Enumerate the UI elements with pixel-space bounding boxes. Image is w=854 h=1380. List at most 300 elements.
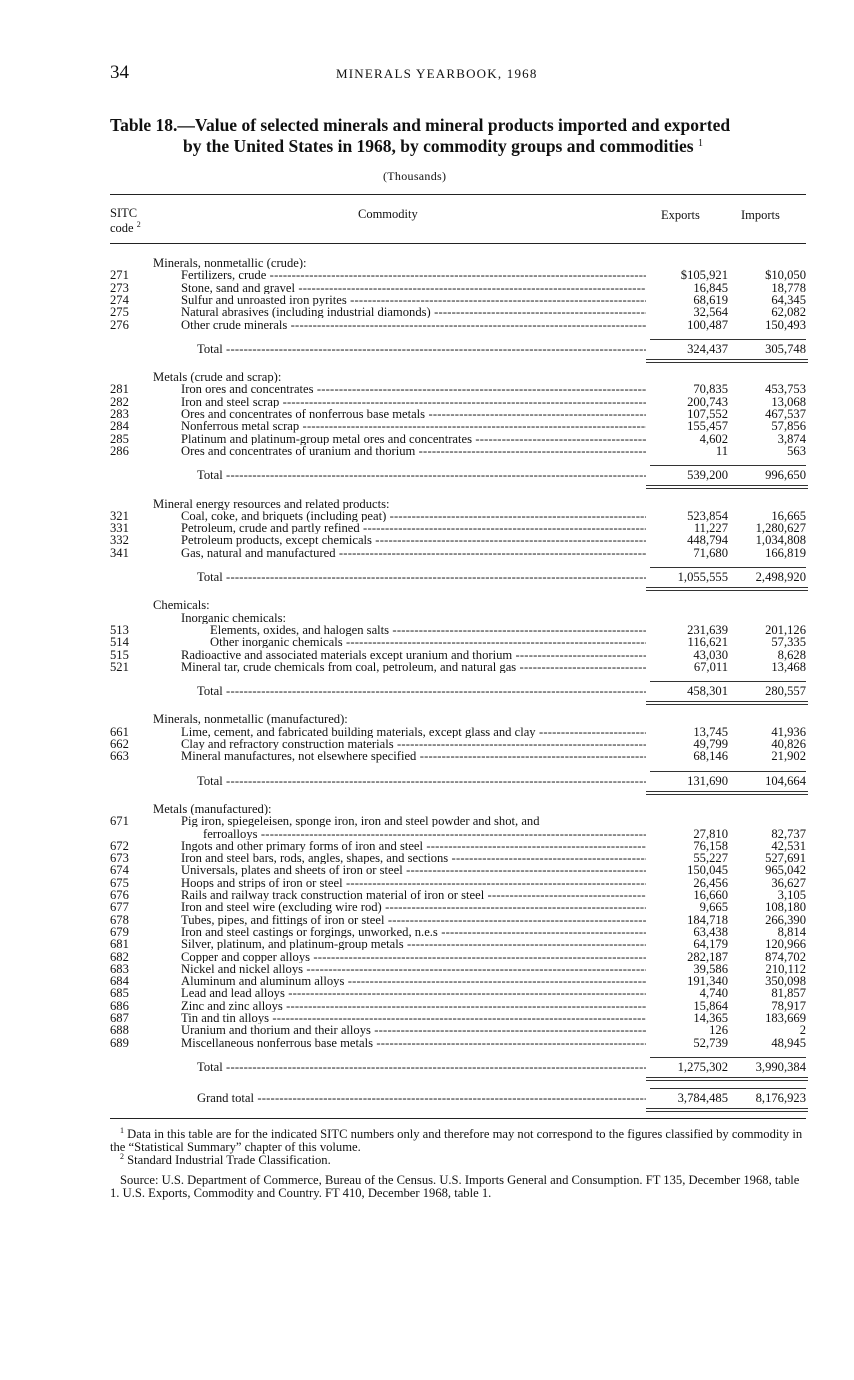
imports-cell: 78,917 — [771, 998, 806, 1013]
commodity-label-text: Minerals, nonmetallic (crude): — [153, 257, 307, 270]
total-row — [0, 469, 854, 481]
exports-cell: 67,011 — [693, 659, 728, 674]
commodity-label — [181, 914, 646, 926]
commodity-label — [181, 738, 646, 750]
table-row — [0, 383, 854, 395]
commodity-label-text: Iron and steel wire (excluding wire rod) — [181, 901, 382, 914]
commodity-label — [181, 901, 646, 913]
commodity-label-text: Metals (crude and scrap): — [153, 371, 282, 384]
exports-cell: 324,437 — [687, 341, 728, 356]
commodity-label — [181, 396, 646, 408]
exports-cell: 26,456 — [693, 875, 728, 890]
commodity-label — [181, 282, 646, 294]
sitc-code-cell: 515 — [110, 647, 129, 662]
exports-cell: 9,665 — [699, 900, 728, 915]
title-footnote-mark: 1 — [698, 138, 703, 149]
table-row — [0, 938, 854, 950]
header-code-line1: SITC — [110, 206, 138, 220]
commodity-label-text: Nonferrous metal scrap — [181, 420, 300, 433]
commodity-label-text: Lead and lead alloys — [181, 987, 285, 1000]
sitc-code-cell: 663 — [110, 749, 129, 764]
imports-cell: 57,335 — [771, 635, 806, 650]
exports-cell: 11,227 — [693, 521, 728, 536]
commodity-label — [181, 1037, 646, 1049]
imports-cell: 3,105 — [777, 888, 806, 902]
exports-cell: 4,740 — [699, 986, 728, 1001]
commodity-label-text: Ores and concentrates of uranium and thorium — [181, 444, 416, 458]
commodity-label-text: Total — [197, 1060, 223, 1074]
sitc-code-cell: 514 — [110, 635, 129, 650]
commodity-label — [181, 840, 646, 852]
total-row — [0, 571, 854, 583]
sitc-code-cell: 321 — [110, 508, 129, 523]
page-number: 34 — [110, 62, 129, 83]
exports-cell: 100,487 — [687, 317, 728, 332]
commodity-label-text: Platinum and platinum-group metal ores and concentrates — [181, 432, 472, 445]
commodity-label-text: Lime, cement, and fabricated building materials, except glass and clay — [181, 725, 536, 738]
exports-cell: 27,810 — [693, 826, 728, 841]
footnote-2-text: Standard Industrial Trade Classification. — [127, 1153, 331, 1168]
table-row — [0, 828, 854, 840]
commodity-label — [181, 951, 646, 963]
imports-cell: 8,814 — [777, 924, 806, 939]
sitc-code-cell: 689 — [110, 1035, 129, 1050]
commodity-label-text: Aluminum and aluminum alloys — [181, 975, 345, 988]
exports-cell: 126 — [709, 1023, 728, 1038]
exports-cell: 71,680 — [693, 545, 728, 560]
commodity-label-text: Zinc and zinc alloys — [181, 999, 283, 1012]
commodity-label-text: Total — [197, 342, 223, 356]
commodity-label-text: Clay and refractory construction materials — [181, 738, 394, 751]
commodity-label — [197, 1092, 646, 1104]
imports-cell: 13,068 — [771, 394, 806, 409]
sitc-code-cell: 671 — [110, 814, 129, 829]
commodity-label-text: Radioactive and associated materials except uranium and thorium — [181, 648, 513, 661]
commodity-label-text: Copper and copper alloys — [181, 950, 311, 963]
commodity-label-text: Grand total — [197, 1092, 255, 1105]
footnote-1 — [110, 1125, 810, 1153]
footnote-2 — [110, 1151, 810, 1167]
sitc-code-cell: 275 — [110, 305, 129, 320]
table-row — [0, 987, 854, 999]
imports-cell: 965,042 — [765, 863, 806, 878]
sitc-code-cell: 677 — [110, 900, 129, 915]
exports-cell: 55,227 — [693, 851, 728, 866]
imports-cell: 62,082 — [771, 305, 806, 320]
sitc-code-cell: 684 — [110, 974, 129, 989]
exports-cell: 282,187 — [687, 949, 728, 964]
commodity-label-text: Petroleum, crude and partly refined — [181, 522, 360, 535]
sitc-code-cell: 683 — [110, 961, 129, 976]
sitc-code-cell: 682 — [110, 949, 129, 964]
footnote-2-mark: 2 — [120, 1152, 124, 1161]
sitc-code-cell: 331 — [110, 521, 129, 536]
commodity-label-text: Coal, coke, and briquets (including peat) — [181, 509, 387, 523]
commodity-label-text: Mineral manufactures, not elsewhere specified — [181, 750, 417, 763]
exports-cell: 1,275,302 — [677, 1059, 728, 1074]
sum-rule — [650, 1057, 806, 1058]
exports-cell: 49,799 — [693, 737, 728, 751]
commodity-label-text: Sulfur and unroasted iron pyrites — [181, 293, 347, 307]
exports-cell: 16,660 — [693, 888, 728, 902]
sitc-code-cell: 513 — [110, 622, 129, 637]
commodity-label-text: ferroalloys — [203, 827, 258, 840]
imports-cell: 874,702 — [765, 949, 806, 964]
commodity-label-text: Total — [197, 571, 223, 584]
header-imports: Imports — [741, 208, 780, 222]
sitc-code-cell: 271 — [110, 268, 129, 283]
commodity-label — [197, 469, 646, 481]
commodity-label — [181, 1012, 646, 1024]
source-note: Source: U.S. Department of Commerce, Bureau of the Census. U.S. Imports General and Consumption. FT 135, December 1968, table 1. U.S. Exports, Commodity and Country. FT 410, December 1968, table 1. — [110, 1173, 800, 1200]
exports-cell: 15,864 — [693, 998, 728, 1013]
commodity-label — [181, 889, 646, 901]
commodity-label-text: Ores and concentrates of nonferrous base metals — [181, 408, 426, 421]
exports-cell: 458,301 — [687, 684, 728, 699]
commodity-label — [181, 963, 646, 975]
exports-cell: 184,718 — [687, 912, 728, 927]
commodity-label — [181, 815, 806, 827]
commodity-label — [181, 726, 646, 738]
commodity-label — [181, 877, 646, 889]
imports-cell: 1,034,808 — [755, 533, 806, 548]
exports-cell: 43,030 — [693, 647, 728, 662]
commodity-label-text: Total — [197, 469, 223, 482]
commodity-label-text: Mineral tar, crude chemicals from coal, petroleum, and natural gas — [181, 660, 517, 674]
commodity-label-text: Mineral energy resources and related products: — [153, 497, 390, 510]
imports-cell: 18,778 — [771, 280, 806, 295]
exports-cell: 1,055,555 — [677, 570, 728, 584]
table-row — [0, 951, 854, 963]
table-row — [0, 1037, 854, 1049]
commodity-label — [153, 498, 806, 510]
exports-cell: 68,146 — [693, 749, 728, 764]
imports-cell: 527,691 — [765, 851, 806, 866]
header-bottom-rule — [110, 243, 806, 244]
sum-rule — [650, 567, 806, 568]
imports-cell: 8,176,923 — [755, 1091, 806, 1106]
imports-cell: 82,737 — [771, 826, 806, 841]
commodity-label — [181, 547, 646, 559]
imports-cell: 280,557 — [765, 684, 806, 699]
imports-cell: 305,748 — [765, 341, 806, 356]
commodity-label-text: Natural abrasives (including industrial diamonds) — [181, 306, 431, 319]
commodity-label — [181, 864, 646, 876]
header-exports: Exports — [661, 208, 700, 222]
table-row — [0, 649, 854, 661]
group-heading-row — [0, 599, 854, 611]
footnote-rule — [110, 1118, 806, 1119]
exports-cell: 539,200 — [687, 468, 728, 483]
imports-cell: 48,945 — [771, 1035, 806, 1050]
commodity-label-text: Inorganic chemicals: — [181, 611, 287, 624]
running-head: MINERALS YEARBOOK, 1968 — [336, 66, 538, 81]
table-title-line-2-text: by the United States in 1968, by commodity groups and commodities — [183, 136, 694, 156]
imports-cell: 467,537 — [765, 407, 806, 421]
imports-cell: 996,650 — [765, 468, 806, 483]
exports-cell: 131,690 — [687, 773, 728, 788]
commodity-label-text: Iron and steel bars, rods, angles, shapes, and sections — [181, 852, 449, 865]
imports-cell: 40,826 — [771, 737, 806, 751]
sum-rule — [650, 681, 806, 682]
imports-cell: 2 — [799, 1023, 806, 1038]
sitc-code-cell: 282 — [110, 394, 129, 409]
sitc-code-cell: 687 — [110, 1011, 129, 1025]
commodity-label — [197, 775, 646, 787]
sitc-code-cell: 285 — [110, 431, 129, 446]
imports-cell: 21,902 — [771, 749, 806, 764]
commodity-label-text: Silver, platinum, and platinum-group metals — [181, 938, 404, 951]
commodity-label-text: Total — [197, 774, 223, 787]
units-label: (Thousands) — [383, 169, 447, 183]
sitc-code-cell: 673 — [110, 851, 129, 866]
table-title-line-2 — [183, 136, 703, 157]
commodity-label — [181, 926, 646, 938]
commodity-label — [181, 383, 646, 395]
commodity-label — [181, 510, 646, 522]
sitc-code-cell: 661 — [110, 724, 129, 739]
commodity-label-text: Chemicals: — [153, 599, 210, 612]
imports-cell: 453,753 — [765, 382, 806, 397]
sum-rule — [650, 1088, 806, 1089]
commodity-label — [181, 1024, 646, 1036]
commodity-label — [197, 685, 646, 697]
sitc-code-cell: 662 — [110, 737, 129, 751]
imports-cell: 57,856 — [771, 419, 806, 434]
sitc-code-cell: 686 — [110, 998, 129, 1013]
exports-cell: 52,739 — [693, 1035, 728, 1050]
sitc-code-cell: 284 — [110, 419, 129, 434]
commodity-label — [197, 343, 646, 355]
table-row — [0, 445, 854, 457]
footnote-1-text: Data in this table are for the indicated SITC numbers only and therefore may not correspond to the figures classified by commodity in the “Statistical Summary” chapter of this volume. — [110, 1127, 803, 1154]
commodity-label — [197, 571, 646, 583]
sitc-code-cell: 681 — [110, 937, 129, 952]
commodity-label-text: Nickel and nickel alloys — [181, 962, 304, 976]
exports-cell: 191,340 — [687, 974, 728, 989]
imports-cell: 183,669 — [765, 1011, 806, 1025]
commodity-label-text: Stone, sand and gravel — [181, 281, 296, 294]
commodity-label — [181, 269, 646, 281]
commodity-label — [181, 445, 646, 457]
header-code-line2: code — [110, 221, 134, 236]
exports-cell: 107,552 — [687, 407, 728, 421]
total-double-rule — [646, 791, 808, 795]
table-row — [0, 269, 854, 281]
commodity-label-text: Iron and steel castings or forgings, unworked, n.e.s — [181, 925, 438, 939]
commodity-label — [181, 408, 646, 420]
commodity-label — [181, 420, 646, 432]
total-row — [0, 343, 854, 355]
sum-rule — [650, 771, 806, 772]
table-title-line-1: Table 18.—Value of selected minerals and mineral products imported and exported — [110, 115, 731, 135]
table-row — [0, 547, 854, 559]
total-double-rule — [646, 359, 808, 363]
sitc-code-cell: 273 — [110, 280, 129, 295]
imports-cell: 350,098 — [765, 974, 806, 989]
exports-cell: 32,564 — [693, 305, 728, 320]
sitc-code-cell: 685 — [110, 986, 129, 1001]
commodity-label-text: Fertilizers, crude — [181, 269, 267, 282]
imports-cell: 108,180 — [765, 900, 806, 915]
group-heading-row — [0, 713, 854, 725]
imports-cell: 2,498,920 — [755, 570, 806, 584]
imports-cell: 81,857 — [771, 986, 806, 1001]
commodity-label-text: Hoops and strips of iron or steel — [181, 876, 343, 889]
sum-rule — [650, 339, 806, 340]
imports-cell: 42,531 — [771, 838, 806, 853]
total-double-rule — [646, 485, 808, 489]
commodity-label-text: Other inorganic chemicals — [210, 636, 343, 649]
total-double-rule — [646, 701, 808, 705]
sitc-code-cell: 276 — [110, 317, 129, 332]
total-double-rule — [646, 587, 808, 591]
commodity-label-text: Universals, plates and sheets of iron or steel — [181, 864, 403, 877]
exports-cell: 150,045 — [687, 863, 728, 878]
imports-cell: 64,345 — [771, 292, 806, 307]
imports-cell: 36,627 — [771, 875, 806, 890]
sitc-code-cell: 675 — [110, 875, 129, 890]
commodity-label — [153, 599, 806, 611]
commodity-label — [181, 1000, 646, 1012]
imports-cell: 266,390 — [765, 912, 806, 927]
commodity-label — [181, 433, 646, 445]
sum-rule — [650, 465, 806, 466]
table-row — [0, 815, 854, 827]
commodity-label-text: Other crude minerals — [181, 318, 288, 331]
commodity-label — [181, 522, 646, 534]
imports-cell: 3,874 — [777, 431, 806, 446]
table-row — [0, 534, 854, 546]
exports-cell: 14,365 — [693, 1011, 728, 1025]
commodity-label — [181, 661, 646, 673]
total-row — [0, 775, 854, 787]
exports-cell: 231,639 — [687, 622, 728, 637]
total-double-rule — [646, 1077, 808, 1081]
commodity-label — [210, 624, 646, 636]
sitc-code-cell: 676 — [110, 888, 129, 902]
imports-cell: $10,050 — [765, 268, 806, 283]
exports-cell: $105,921 — [680, 268, 728, 283]
total-row — [0, 1061, 854, 1073]
sitc-code-cell: 674 — [110, 863, 129, 878]
exports-cell: 39,586 — [693, 961, 728, 976]
sitc-code-cell: 521 — [110, 659, 129, 674]
grand-total-row — [0, 1092, 854, 1104]
header-sitc-code — [110, 207, 141, 234]
sitc-code-cell: 281 — [110, 382, 129, 397]
commodity-label — [203, 828, 646, 840]
table-row — [0, 864, 854, 876]
group-heading-row — [0, 498, 854, 510]
imports-cell: 150,493 — [765, 317, 806, 332]
total-row — [0, 685, 854, 697]
imports-cell: 13,468 — [771, 659, 806, 674]
imports-cell: 3,990,384 — [755, 1059, 806, 1074]
exports-cell: 155,457 — [687, 419, 728, 434]
commodity-label-text: Minerals, nonmetallic (manufactured): — [153, 713, 348, 726]
exports-cell: 448,794 — [687, 533, 728, 548]
sitc-code-cell: 678 — [110, 912, 129, 927]
commodity-label — [181, 319, 646, 331]
table-row — [0, 636, 854, 648]
commodity-label-text: Gas, natural and manufactured — [181, 546, 336, 559]
exports-cell: 76,158 — [693, 838, 728, 853]
imports-cell: 16,665 — [771, 508, 806, 523]
exports-cell: 68,619 — [693, 292, 728, 307]
commodity-label-text: Tubes, pipes, and fittings of iron or steel — [181, 913, 385, 926]
exports-cell: 3,784,485 — [677, 1091, 728, 1106]
exports-cell: 64,179 — [693, 937, 728, 952]
header-commodity: Commodity — [358, 207, 418, 221]
commodity-label — [153, 803, 806, 815]
table-row — [0, 1024, 854, 1036]
commodity-label-text: Rails and railway track construction material of iron or steel — [181, 889, 485, 902]
commodity-label — [181, 306, 646, 318]
exports-cell: 70,835 — [693, 382, 728, 397]
header-code-footnote-mark: 2 — [136, 220, 141, 229]
exports-cell: 16,845 — [693, 280, 728, 295]
sitc-code-cell: 341 — [110, 545, 129, 560]
table-row — [0, 901, 854, 913]
commodity-label-text: Metals (manufactured): — [153, 802, 272, 816]
commodity-label-text: Ingots and other primary forms of iron and steel — [181, 839, 424, 853]
imports-cell: 563 — [787, 443, 806, 458]
imports-cell: 166,819 — [765, 545, 806, 560]
sitc-code-cell: 679 — [110, 924, 129, 939]
imports-cell: 41,936 — [771, 724, 806, 739]
commodity-label-text: Iron ores and concentrates — [181, 383, 314, 396]
commodity-label — [181, 294, 646, 306]
commodity-label-text: Elements, oxides, and halogen salts — [210, 623, 390, 637]
sitc-code-cell: 274 — [110, 292, 129, 307]
imports-cell: 120,966 — [765, 937, 806, 952]
table-row — [0, 661, 854, 673]
commodity-label — [210, 636, 646, 648]
exports-cell: 11 — [715, 443, 728, 458]
commodity-label-text: Uranium and thorium and their alloys — [181, 1024, 371, 1037]
commodity-label-text: Tin and tin alloys — [181, 1012, 270, 1025]
imports-cell: 201,126 — [765, 622, 806, 637]
header-top-rule — [110, 194, 806, 195]
commodity-label-text: Petroleum products, except chemicals — [181, 534, 372, 547]
exports-cell: 116,621 — [687, 635, 728, 650]
sitc-code-cell: 286 — [110, 443, 129, 458]
imports-cell: 1,280,627 — [755, 521, 806, 536]
footnote-1-mark: 1 — [120, 1126, 124, 1135]
commodity-label — [153, 713, 806, 725]
sitc-code-cell: 283 — [110, 407, 129, 421]
imports-cell: 8,628 — [777, 647, 806, 662]
commodity-label-text: Miscellaneous nonferrous base metals — [181, 1036, 373, 1049]
commodity-label — [181, 987, 646, 999]
sitc-code-cell: 688 — [110, 1023, 129, 1038]
commodity-label — [181, 649, 646, 661]
commodity-label — [181, 534, 646, 546]
table-row — [0, 306, 854, 318]
imports-cell: 210,112 — [765, 961, 806, 976]
exports-cell: 13,745 — [693, 724, 728, 739]
exports-cell: 4,602 — [699, 431, 728, 446]
commodity-label — [197, 1061, 646, 1073]
exports-cell: 200,743 — [687, 394, 728, 409]
sitc-code-cell: 332 — [110, 533, 129, 548]
commodity-label-text: Iron and steel scrap — [181, 395, 280, 408]
total-double-rule — [646, 1108, 808, 1112]
commodity-label — [181, 938, 646, 950]
exports-cell: 523,854 — [687, 508, 728, 523]
imports-cell: 104,664 — [765, 773, 806, 788]
